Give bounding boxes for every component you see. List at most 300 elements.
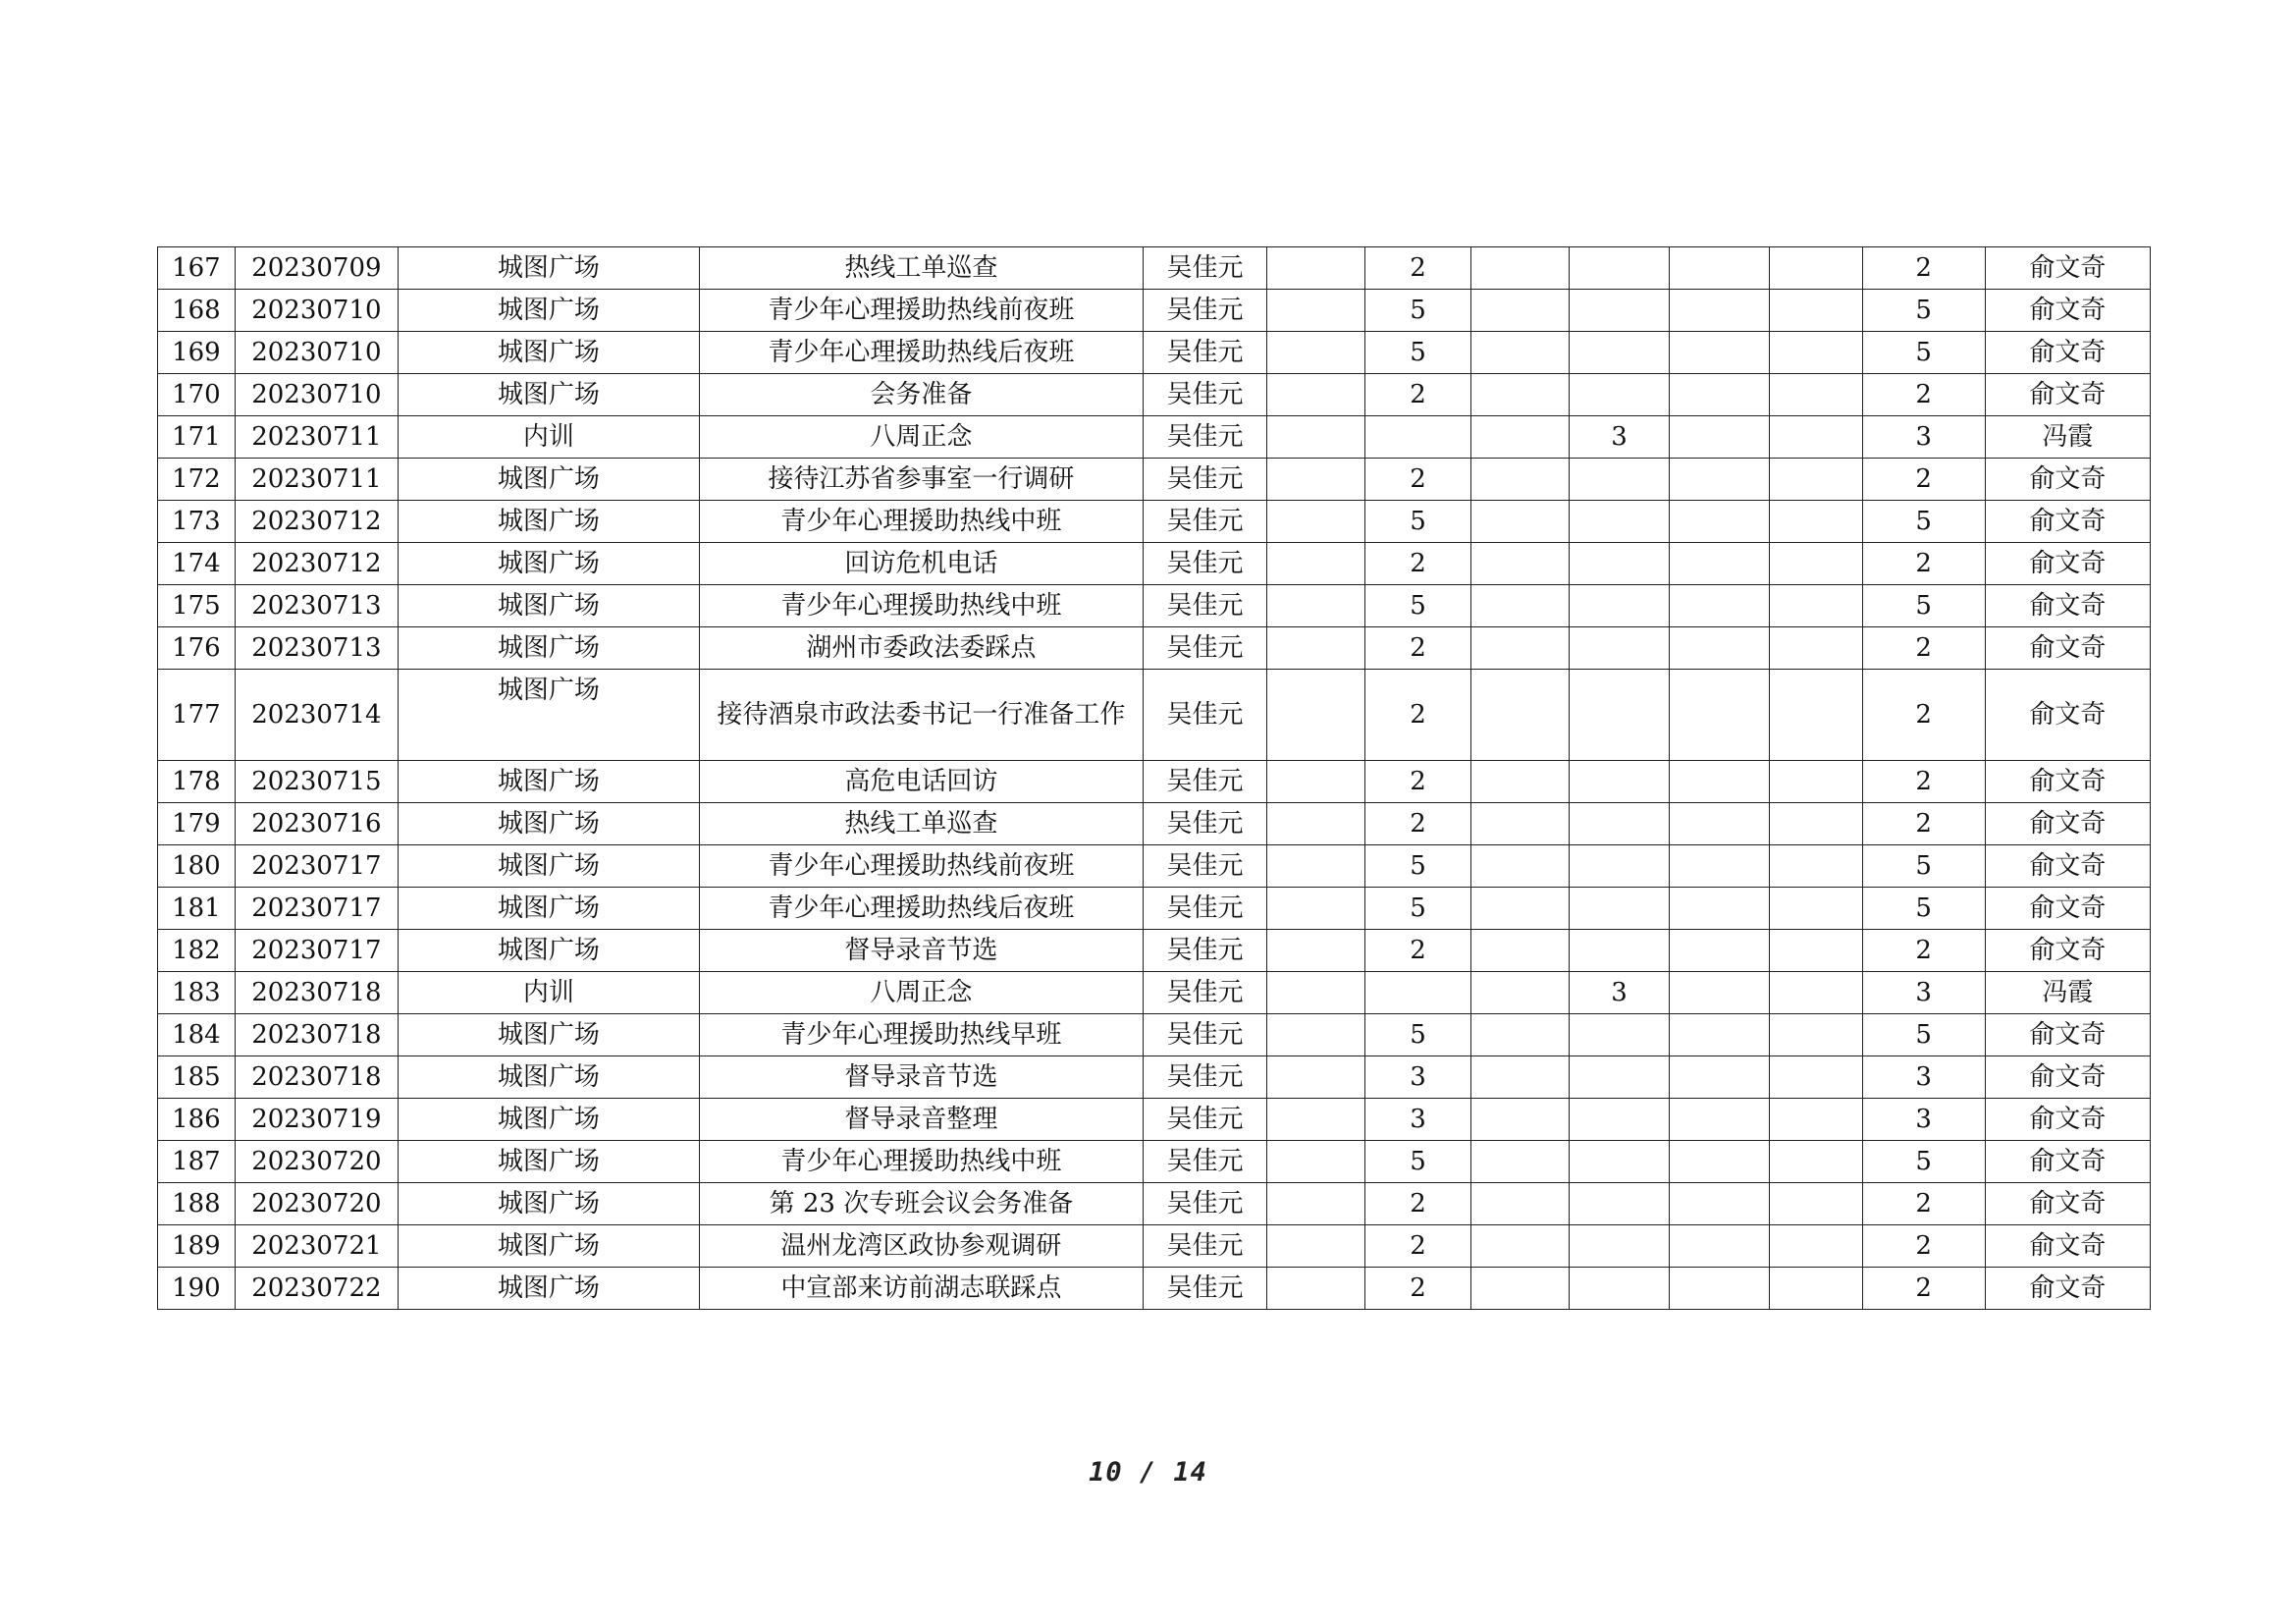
- hours-col-10-cell: [1670, 1183, 1770, 1225]
- hours-col-11-cell: [1770, 888, 1863, 930]
- hours-col-6-cell: [1267, 845, 1365, 888]
- total-hours-cell: 2: [1862, 670, 1985, 761]
- total-hours-cell: 2: [1862, 374, 1985, 416]
- date-cell: 20230715: [235, 761, 398, 803]
- hours-col-6-cell: [1267, 930, 1365, 972]
- task-cell: 青少年心理援助热线中班: [699, 501, 1143, 543]
- table-row: [158, 416, 2151, 459]
- task-cell: 青少年心理援助热线中班: [699, 585, 1143, 627]
- row-number-cell: 174: [158, 543, 236, 585]
- date-cell: 20230716: [235, 803, 398, 845]
- volunteer-name-cell: 吴佳元: [1143, 585, 1266, 627]
- hours-col-9-cell: [1570, 1268, 1670, 1310]
- hours-col-8-cell: [1471, 972, 1570, 1014]
- hours-col-10-cell: [1670, 374, 1770, 416]
- total-hours-cell: 5: [1862, 888, 1985, 930]
- hours-col-8-cell: [1471, 627, 1570, 670]
- hours-col-9-cell: [1570, 1099, 1670, 1141]
- hours-col-6-cell: [1267, 543, 1365, 585]
- date-cell: 20230717: [235, 930, 398, 972]
- hours-col-7-cell: 2: [1364, 1183, 1470, 1225]
- verifier-cell: 俞文奇: [1985, 1099, 2150, 1141]
- location-cell: 城图广场: [398, 803, 699, 845]
- hours-col-7-cell: 2: [1364, 803, 1470, 845]
- hours-col-10-cell: [1670, 1099, 1770, 1141]
- hours-col-11-cell: [1770, 416, 1863, 459]
- volunteer-name-cell: 吴佳元: [1143, 247, 1266, 290]
- verifier-cell: 冯霞: [1985, 416, 2150, 459]
- total-hours-cell: 2: [1862, 1268, 1985, 1310]
- hours-col-11-cell: [1770, 585, 1863, 627]
- hours-col-10-cell: [1670, 501, 1770, 543]
- task-cell: 八周正念: [699, 972, 1143, 1014]
- hours-col-8-cell: [1471, 585, 1570, 627]
- date-cell: 20230717: [235, 845, 398, 888]
- task-cell: 青少年心理援助热线后夜班: [699, 888, 1143, 930]
- verifier-cell: 俞文奇: [1985, 585, 2150, 627]
- hours-col-9-cell: [1570, 585, 1670, 627]
- hours-col-9-cell: [1570, 803, 1670, 845]
- hours-col-6-cell: [1267, 761, 1365, 803]
- total-hours-cell: 2: [1862, 459, 1985, 501]
- table-row: [158, 972, 2151, 1014]
- verifier-cell: 俞文奇: [1985, 501, 2150, 543]
- hours-col-11-cell: [1770, 803, 1863, 845]
- hours-col-8-cell: [1471, 888, 1570, 930]
- hours-col-10-cell: [1670, 670, 1770, 761]
- row-number-cell: 172: [158, 459, 236, 501]
- date-cell: 20230722: [235, 1268, 398, 1310]
- hours-col-7-cell: 5: [1364, 290, 1470, 332]
- hours-col-9-cell: 3: [1570, 972, 1670, 1014]
- hours-col-9-cell: [1570, 543, 1670, 585]
- hours-col-6-cell: [1267, 888, 1365, 930]
- volunteer-name-cell: 吴佳元: [1143, 761, 1266, 803]
- total-hours-cell: 5: [1862, 585, 1985, 627]
- volunteer-hours-table: [157, 246, 2151, 1310]
- location-cell: 城图广场: [398, 459, 699, 501]
- volunteer-name-cell: 吴佳元: [1143, 416, 1266, 459]
- task-cell: 八周正念: [699, 416, 1143, 459]
- volunteer-name-cell: 吴佳元: [1143, 374, 1266, 416]
- total-hours-cell: 5: [1862, 1014, 1985, 1056]
- hours-col-11-cell: [1770, 332, 1863, 374]
- hours-col-7-cell: 5: [1364, 332, 1470, 374]
- hours-col-7-cell: 5: [1364, 585, 1470, 627]
- hours-col-8-cell: [1471, 501, 1570, 543]
- date-cell: 20230711: [235, 459, 398, 501]
- hours-col-8-cell: [1471, 1056, 1570, 1099]
- row-number-cell: 186: [158, 1099, 236, 1141]
- row-number-cell: 178: [158, 761, 236, 803]
- volunteer-name-cell: 吴佳元: [1143, 332, 1266, 374]
- task-cell: 湖州市委政法委踩点: [699, 627, 1143, 670]
- row-number-cell: 179: [158, 803, 236, 845]
- task-cell: 青少年心理援助热线早班: [699, 1014, 1143, 1056]
- task-cell: 督导录音整理: [699, 1099, 1143, 1141]
- hours-col-6-cell: [1267, 332, 1365, 374]
- location-cell: 城图广场: [398, 761, 699, 803]
- verifier-cell: 俞文奇: [1985, 845, 2150, 888]
- hours-col-11-cell: [1770, 290, 1863, 332]
- hours-col-8-cell: [1471, 761, 1570, 803]
- location-cell: 城图广场: [398, 1056, 699, 1099]
- location-cell: 城图广场: [398, 627, 699, 670]
- hours-col-11-cell: [1770, 501, 1863, 543]
- hours-col-6-cell: [1267, 459, 1365, 501]
- date-cell: 20230718: [235, 1014, 398, 1056]
- date-cell: 20230712: [235, 543, 398, 585]
- hours-col-6-cell: [1267, 1268, 1365, 1310]
- hours-col-6-cell: [1267, 1014, 1365, 1056]
- total-hours-cell: 2: [1862, 803, 1985, 845]
- hours-col-6-cell: [1267, 1141, 1365, 1183]
- row-number-cell: 184: [158, 1014, 236, 1056]
- verifier-cell: 俞文奇: [1985, 247, 2150, 290]
- hours-col-7-cell: 5: [1364, 1014, 1470, 1056]
- hours-col-8-cell: [1471, 290, 1570, 332]
- hours-col-7-cell: 2: [1364, 459, 1470, 501]
- location-cell: 内训: [398, 972, 699, 1014]
- hours-col-6-cell: [1267, 501, 1365, 543]
- task-cell: 中宣部来访前湖志联踩点: [699, 1268, 1143, 1310]
- hours-col-7-cell: 5: [1364, 888, 1470, 930]
- volunteer-name-cell: 吴佳元: [1143, 1225, 1266, 1268]
- hours-col-6-cell: [1267, 1056, 1365, 1099]
- row-number-cell: 182: [158, 930, 236, 972]
- row-number-cell: 170: [158, 374, 236, 416]
- hours-col-8-cell: [1471, 1268, 1570, 1310]
- row-number-cell: 181: [158, 888, 236, 930]
- verifier-cell: 俞文奇: [1985, 1225, 2150, 1268]
- volunteer-name-cell: 吴佳元: [1143, 1141, 1266, 1183]
- hours-col-8-cell: [1471, 1099, 1570, 1141]
- volunteer-name-cell: 吴佳元: [1143, 290, 1266, 332]
- total-hours-cell: 2: [1862, 543, 1985, 585]
- table-row: [158, 247, 2151, 290]
- volunteer-name-cell: 吴佳元: [1143, 845, 1266, 888]
- volunteer-name-cell: 吴佳元: [1143, 543, 1266, 585]
- location-cell: 城图广场: [398, 501, 699, 543]
- table-row: [158, 290, 2151, 332]
- row-number-cell: 177: [158, 670, 236, 761]
- hours-col-11-cell: [1770, 670, 1863, 761]
- date-cell: 20230710: [235, 290, 398, 332]
- hours-col-11-cell: [1770, 761, 1863, 803]
- total-hours-cell: 2: [1862, 1225, 1985, 1268]
- location-cell: 城图广场: [398, 845, 699, 888]
- hours-col-10-cell: [1670, 888, 1770, 930]
- hours-col-6-cell: [1267, 1183, 1365, 1225]
- hours-col-9-cell: [1570, 761, 1670, 803]
- verifier-cell: 俞文奇: [1985, 459, 2150, 501]
- date-cell: 20230711: [235, 416, 398, 459]
- verifier-cell: 冯霞: [1985, 972, 2150, 1014]
- hours-col-10-cell: [1670, 332, 1770, 374]
- volunteer-name-cell: 吴佳元: [1143, 803, 1266, 845]
- hours-col-6-cell: [1267, 627, 1365, 670]
- hours-col-7-cell: 2: [1364, 1225, 1470, 1268]
- hours-col-7-cell: 5: [1364, 1141, 1470, 1183]
- hours-col-10-cell: [1670, 845, 1770, 888]
- hours-col-9-cell: [1570, 290, 1670, 332]
- volunteer-name-cell: 吴佳元: [1143, 670, 1266, 761]
- hours-col-11-cell: [1770, 1183, 1863, 1225]
- hours-col-8-cell: [1471, 543, 1570, 585]
- location-cell: 城图广场: [398, 543, 699, 585]
- location-cell: 城图广场: [398, 1268, 699, 1310]
- table-row: [158, 888, 2151, 930]
- verifier-cell: 俞文奇: [1985, 1014, 2150, 1056]
- table-row: [158, 1014, 2151, 1056]
- table-row: [158, 374, 2151, 416]
- table-row: [158, 1225, 2151, 1268]
- verifier-cell: 俞文奇: [1985, 761, 2150, 803]
- verifier-cell: 俞文奇: [1985, 627, 2150, 670]
- task-cell: 热线工单巡查: [699, 247, 1143, 290]
- row-number-cell: 185: [158, 1056, 236, 1099]
- row-number-cell: 187: [158, 1141, 236, 1183]
- hours-col-8-cell: [1471, 803, 1570, 845]
- location-cell: 城图广场: [398, 670, 699, 761]
- total-hours-cell: 3: [1862, 1099, 1985, 1141]
- table-row: [158, 1056, 2151, 1099]
- hours-col-8-cell: [1471, 332, 1570, 374]
- hours-col-10-cell: [1670, 1225, 1770, 1268]
- hours-col-8-cell: [1471, 670, 1570, 761]
- volunteer-name-cell: 吴佳元: [1143, 972, 1266, 1014]
- hours-col-11-cell: [1770, 1268, 1863, 1310]
- hours-col-9-cell: [1570, 332, 1670, 374]
- table-row: [158, 803, 2151, 845]
- verifier-cell: 俞文奇: [1985, 332, 2150, 374]
- volunteer-name-cell: 吴佳元: [1143, 1099, 1266, 1141]
- hours-col-10-cell: [1670, 290, 1770, 332]
- row-number-cell: 189: [158, 1225, 236, 1268]
- total-hours-cell: 2: [1862, 930, 1985, 972]
- row-number-cell: 175: [158, 585, 236, 627]
- hours-col-8-cell: [1471, 1014, 1570, 1056]
- location-cell: 城图广场: [398, 290, 699, 332]
- hours-col-6-cell: [1267, 374, 1365, 416]
- hours-col-8-cell: [1471, 845, 1570, 888]
- date-cell: 20230713: [235, 627, 398, 670]
- task-cell: 第 23 次专班会议会务准备: [699, 1183, 1143, 1225]
- verifier-cell: 俞文奇: [1985, 1268, 2150, 1310]
- table-row: [158, 930, 2151, 972]
- date-cell: 20230714: [235, 670, 398, 761]
- hours-col-9-cell: [1570, 845, 1670, 888]
- verifier-cell: 俞文奇: [1985, 290, 2150, 332]
- hours-col-7-cell: 2: [1364, 543, 1470, 585]
- row-number-cell: 171: [158, 416, 236, 459]
- hours-col-8-cell: [1471, 1225, 1570, 1268]
- table-row: [158, 670, 2151, 761]
- hours-col-11-cell: [1770, 543, 1863, 585]
- row-number-cell: 176: [158, 627, 236, 670]
- hours-col-9-cell: [1570, 247, 1670, 290]
- row-number-cell: 167: [158, 247, 236, 290]
- hours-col-7-cell: 2: [1364, 670, 1470, 761]
- volunteer-name-cell: 吴佳元: [1143, 1183, 1266, 1225]
- hours-col-10-cell: [1670, 543, 1770, 585]
- hours-col-6-cell: [1267, 247, 1365, 290]
- table-row: [158, 501, 2151, 543]
- hours-col-10-cell: [1670, 459, 1770, 501]
- hours-col-7-cell: 3: [1364, 1099, 1470, 1141]
- hours-col-8-cell: [1471, 459, 1570, 501]
- task-cell: 青少年心理援助热线前夜班: [699, 845, 1143, 888]
- hours-col-9-cell: [1570, 1056, 1670, 1099]
- hours-col-9-cell: [1570, 1183, 1670, 1225]
- hours-col-7-cell: 2: [1364, 627, 1470, 670]
- hours-col-7-cell: 2: [1364, 247, 1470, 290]
- verifier-cell: 俞文奇: [1985, 888, 2150, 930]
- task-cell: 温州龙湾区政协参观调研: [699, 1225, 1143, 1268]
- location-cell: 城图广场: [398, 1099, 699, 1141]
- hours-col-8-cell: [1471, 1141, 1570, 1183]
- hours-col-11-cell: [1770, 1014, 1863, 1056]
- hours-col-10-cell: [1670, 585, 1770, 627]
- date-cell: 20230713: [235, 585, 398, 627]
- hours-col-10-cell: [1670, 972, 1770, 1014]
- verifier-cell: 俞文奇: [1985, 670, 2150, 761]
- task-cell: 青少年心理援助热线后夜班: [699, 332, 1143, 374]
- hours-col-11-cell: [1770, 1141, 1863, 1183]
- verifier-cell: 俞文奇: [1985, 930, 2150, 972]
- total-hours-cell: 5: [1862, 290, 1985, 332]
- total-hours-cell: 5: [1862, 332, 1985, 374]
- date-cell: 20230718: [235, 1056, 398, 1099]
- task-cell: 会务准备: [699, 374, 1143, 416]
- date-cell: 20230712: [235, 501, 398, 543]
- row-number-cell: 168: [158, 290, 236, 332]
- page-number: 10 / 14: [1089, 1457, 1207, 1488]
- table-row: [158, 585, 2151, 627]
- hours-col-7-cell: 3: [1364, 1056, 1470, 1099]
- task-cell: 回访危机电话: [699, 543, 1143, 585]
- table-row: [158, 459, 2151, 501]
- task-cell: 青少年心理援助热线中班: [699, 1141, 1143, 1183]
- table-row: [158, 845, 2151, 888]
- volunteer-name-cell: 吴佳元: [1143, 627, 1266, 670]
- hours-col-10-cell: [1670, 247, 1770, 290]
- date-cell: 20230720: [235, 1183, 398, 1225]
- location-cell: 城图广场: [398, 1014, 699, 1056]
- volunteer-name-cell: 吴佳元: [1143, 1268, 1266, 1310]
- verifier-cell: 俞文奇: [1985, 1183, 2150, 1225]
- hours-col-9-cell: [1570, 459, 1670, 501]
- table-row: [158, 1141, 2151, 1183]
- total-hours-cell: 2: [1862, 247, 1985, 290]
- hours-col-9-cell: [1570, 670, 1670, 761]
- hours-col-8-cell: [1471, 1183, 1570, 1225]
- verifier-cell: 俞文奇: [1985, 803, 2150, 845]
- task-cell: 督导录音节选: [699, 930, 1143, 972]
- hours-col-7-cell: 2: [1364, 930, 1470, 972]
- hours-col-7-cell: 2: [1364, 1268, 1470, 1310]
- verifier-cell: 俞文奇: [1985, 543, 2150, 585]
- date-cell: 20230710: [235, 332, 398, 374]
- date-cell: 20230721: [235, 1225, 398, 1268]
- hours-col-11-cell: [1770, 247, 1863, 290]
- volunteer-name-cell: 吴佳元: [1143, 930, 1266, 972]
- location-cell: 城图广场: [398, 332, 699, 374]
- date-cell: 20230710: [235, 374, 398, 416]
- hours-col-10-cell: [1670, 627, 1770, 670]
- hours-col-11-cell: [1770, 845, 1863, 888]
- hours-col-9-cell: [1570, 1225, 1670, 1268]
- hours-col-8-cell: [1471, 247, 1570, 290]
- hours-col-7-cell: 5: [1364, 501, 1470, 543]
- row-number-cell: 180: [158, 845, 236, 888]
- total-hours-cell: 3: [1862, 1056, 1985, 1099]
- hours-col-7-cell: 2: [1364, 761, 1470, 803]
- hours-col-11-cell: [1770, 1099, 1863, 1141]
- hours-col-10-cell: [1670, 1056, 1770, 1099]
- hours-col-10-cell: [1670, 1141, 1770, 1183]
- task-cell: 高危电话回访: [699, 761, 1143, 803]
- total-hours-cell: 5: [1862, 845, 1985, 888]
- location-cell: 城图广场: [398, 585, 699, 627]
- table-row: [158, 1099, 2151, 1141]
- hours-col-9-cell: [1570, 1014, 1670, 1056]
- hours-col-9-cell: [1570, 1141, 1670, 1183]
- hours-col-10-cell: [1670, 416, 1770, 459]
- table-row: [158, 332, 2151, 374]
- hours-col-10-cell: [1670, 930, 1770, 972]
- volunteer-name-cell: 吴佳元: [1143, 459, 1266, 501]
- table-row: [158, 627, 2151, 670]
- date-cell: 20230717: [235, 888, 398, 930]
- volunteer-name-cell: 吴佳元: [1143, 888, 1266, 930]
- location-cell: 城图广场: [398, 247, 699, 290]
- task-cell: 接待江苏省参事室一行调研: [699, 459, 1143, 501]
- row-number-cell: 173: [158, 501, 236, 543]
- hours-col-7-cell: 5: [1364, 845, 1470, 888]
- total-hours-cell: 2: [1862, 1183, 1985, 1225]
- hours-col-6-cell: [1267, 1099, 1365, 1141]
- hours-col-11-cell: [1770, 459, 1863, 501]
- total-hours-cell: 2: [1862, 761, 1985, 803]
- hours-col-11-cell: [1770, 972, 1863, 1014]
- table-row: [158, 1183, 2151, 1225]
- location-cell: 城图广场: [398, 930, 699, 972]
- verifier-cell: 俞文奇: [1985, 1141, 2150, 1183]
- hours-col-8-cell: [1471, 416, 1570, 459]
- hours-col-9-cell: [1570, 627, 1670, 670]
- hours-col-11-cell: [1770, 1056, 1863, 1099]
- hours-col-9-cell: [1570, 501, 1670, 543]
- date-cell: 20230709: [235, 247, 398, 290]
- date-cell: 20230719: [235, 1099, 398, 1141]
- hours-col-10-cell: [1670, 803, 1770, 845]
- verifier-cell: 俞文奇: [1985, 374, 2150, 416]
- hours-col-6-cell: [1267, 290, 1365, 332]
- volunteer-name-cell: 吴佳元: [1143, 1056, 1266, 1099]
- hours-col-10-cell: [1670, 761, 1770, 803]
- table-row: [158, 543, 2151, 585]
- total-hours-cell: 5: [1862, 501, 1985, 543]
- hours-col-6-cell: [1267, 972, 1365, 1014]
- hours-col-10-cell: [1670, 1268, 1770, 1310]
- hours-col-6-cell: [1267, 803, 1365, 845]
- row-number-cell: 188: [158, 1183, 236, 1225]
- total-hours-cell: 3: [1862, 972, 1985, 1014]
- hours-col-8-cell: [1471, 374, 1570, 416]
- location-cell: 城图广场: [398, 1141, 699, 1183]
- location-cell: 城图广场: [398, 1183, 699, 1225]
